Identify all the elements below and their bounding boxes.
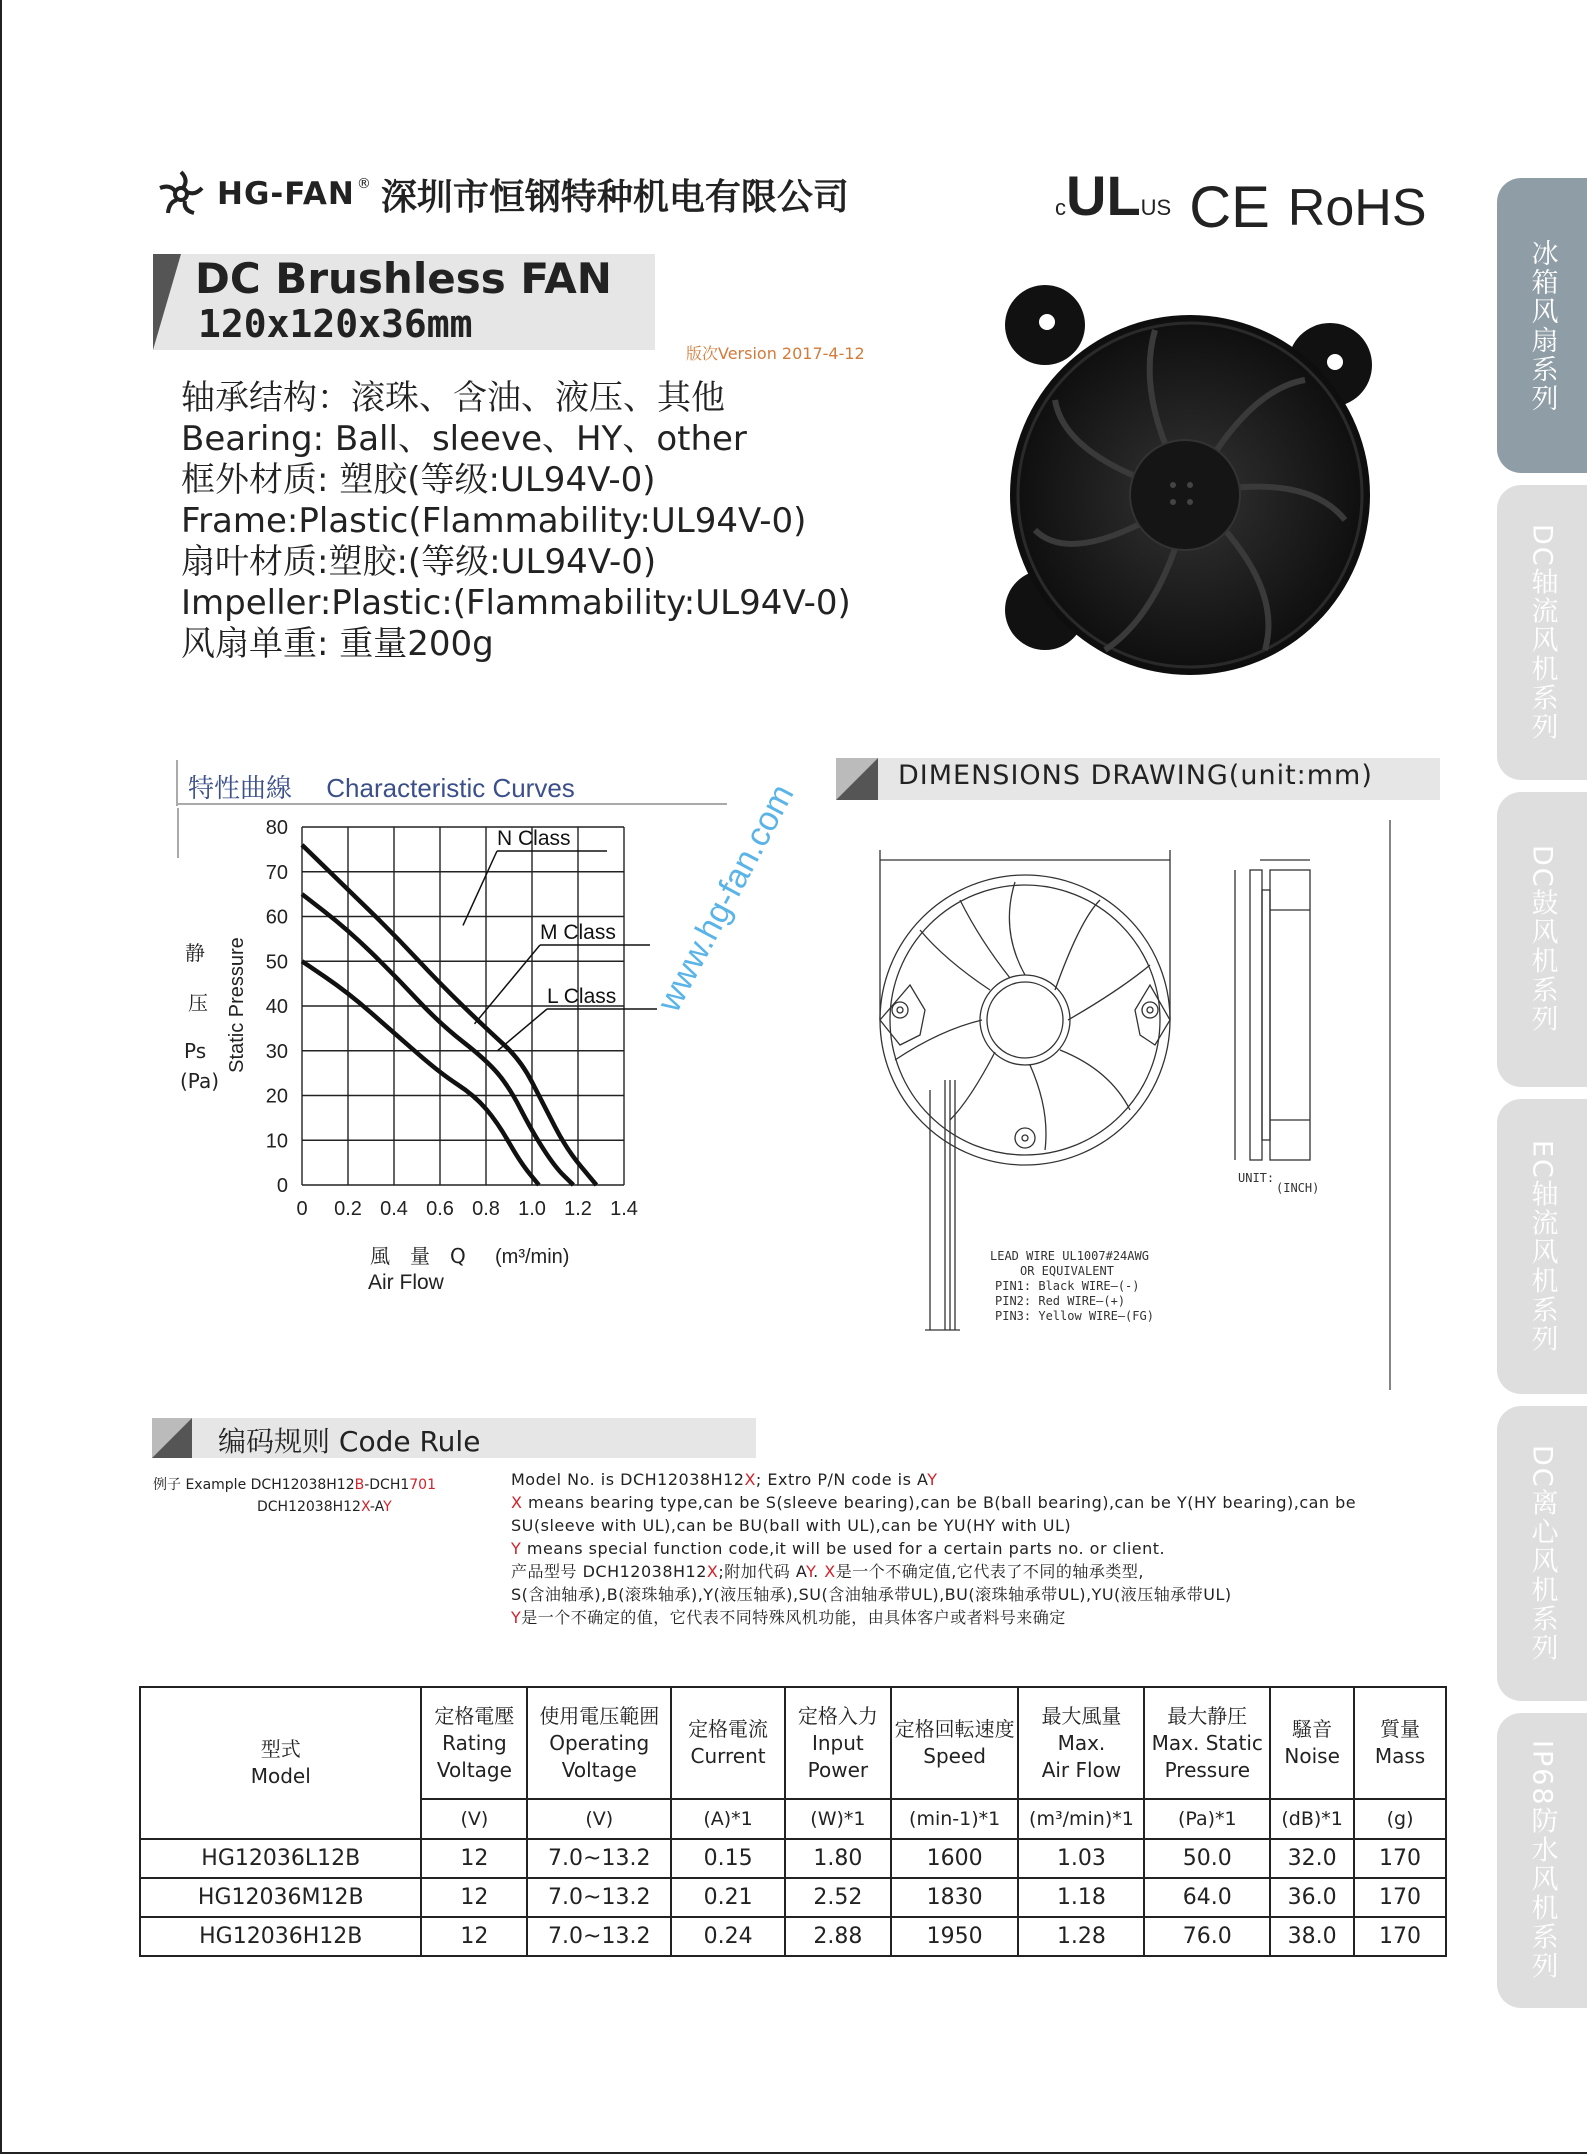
page-border-left — [0, 0, 2, 2154]
table-row — [140, 1917, 1446, 1956]
header-input-power: 定格入力 Input Power — [785, 1687, 891, 1799]
table-cell: HG12036M12B — [140, 1878, 421, 1917]
table-cell: 1.28 — [1018, 1917, 1144, 1956]
dimensions-drawing — [850, 820, 1390, 1390]
x-tick-label: 1.2 — [564, 1198, 592, 1220]
y-tick-label: 20 — [265, 1085, 288, 1108]
series-leader-m-class — [475, 945, 541, 1024]
table-cell: 1950 — [891, 1917, 1019, 1956]
version-label: 版次Version 2017-4-12 — [686, 344, 865, 363]
table-cell: 170 — [1354, 1878, 1446, 1917]
fan-product-photo — [985, 280, 1385, 700]
spec-bearing-en: Bearing: Ball、sleeve、HY、other — [181, 419, 747, 459]
lead-wire-line-3: PIN1: Black WIRE—(-) — [995, 1279, 1140, 1293]
product-title: DC Brushless FAN — [195, 254, 612, 303]
brand-name: HG-FAN — [217, 176, 355, 212]
unit-cell: (m³/min)*1 — [1018, 1799, 1144, 1839]
header-mass: 質量 Mass — [1354, 1687, 1446, 1799]
table-cell: 7.0~13.2 — [527, 1917, 671, 1956]
x-tick-label: 0.8 — [472, 1198, 500, 1220]
spec-table — [139, 1686, 1447, 1957]
rohs-cert-logo: RoHS — [1287, 179, 1427, 237]
spec-bearing-cn: 轴承结构：滚珠、含油、液压、其他 — [181, 378, 725, 418]
table-cell: 2.52 — [785, 1878, 891, 1917]
hg-fan-logo-icon — [155, 168, 207, 220]
dimensions-title: DIMENSIONS DRAWING(unit:mm) — [898, 760, 1373, 791]
y-axis-label-cn-0: 静 — [185, 941, 205, 965]
company-name: 深圳市恒钢特种机电有限公司 — [380, 176, 849, 218]
table-cell: 50.0 — [1144, 1839, 1270, 1878]
side-tab-dc-blower[interactable]: DC鼓风机系列 — [1497, 792, 1587, 1087]
lead-wire-line-4: PIN2: Red WIRE—(+) — [995, 1294, 1126, 1308]
unit-cell: (V) — [421, 1799, 527, 1839]
series-line-n-class — [302, 845, 596, 1185]
table-cell: 1.03 — [1018, 1839, 1144, 1878]
y-axis-label-cn-3: (Pa) — [180, 1069, 220, 1093]
table-cell: 0.24 — [671, 1917, 785, 1956]
y-tick-label: 0 — [276, 1175, 288, 1197]
x-tick-label: 0.4 — [380, 1198, 408, 1220]
table-cell: 76.0 — [1144, 1917, 1270, 1956]
ul-cert-logo: cULUS — [1055, 164, 1172, 227]
table-cell: 64.0 — [1144, 1878, 1270, 1917]
unit-cell: (dB)*1 — [1270, 1799, 1354, 1839]
lead-wire-line-5: PIN3: Yellow WIRE—(FG) — [995, 1309, 1154, 1323]
lead-wire-line-2: OR EQUIVALENT — [1020, 1264, 1114, 1278]
x-tick-label: 0.2 — [334, 1198, 362, 1220]
curves-title — [188, 768, 575, 805]
table-cell: 1830 — [891, 1878, 1019, 1917]
code-example: 例子 Example DCH12038H12B-DCH1701 DCH12038H12X-AY — [153, 1477, 436, 1515]
table-cell: 1.18 — [1018, 1878, 1144, 1917]
table-cell: 32.0 — [1270, 1839, 1354, 1878]
unit-cell: (A)*1 — [671, 1799, 785, 1839]
table-cell: 36.0 — [1270, 1878, 1354, 1917]
header-air-flow: 最大風量 Max. Air Flow — [1018, 1687, 1144, 1799]
header-model: 型式 Model — [140, 1687, 421, 1839]
table-cell: 12 — [421, 1878, 527, 1917]
x-tick-label: 1.0 — [518, 1198, 546, 1220]
table-cell: 7.0~13.2 — [527, 1839, 671, 1878]
table-header-row — [140, 1687, 1446, 1799]
side-tab-ip68[interactable]: IP68防水风机系列 — [1497, 1713, 1587, 2008]
y-tick-label: 60 — [265, 906, 288, 929]
spec-frame-cn: 框外材质: 塑胶(等级:UL94V-0) — [181, 460, 656, 500]
series-label-n-class: N Class — [497, 827, 571, 850]
unit-cell: (Pa)*1 — [1144, 1799, 1270, 1839]
spec-weight: 风扇单重: 重量200g — [181, 624, 494, 664]
series-line-l-class — [302, 961, 539, 1185]
curves-title-en: Characteristic Curves — [326, 773, 575, 803]
side-tab-ec-axial[interactable]: EC轴流风机系列 — [1497, 1099, 1587, 1394]
table-cell: 1600 — [891, 1839, 1019, 1878]
table-cell: 12 — [421, 1917, 527, 1956]
y-tick-label: 50 — [265, 951, 288, 974]
lead-wire-line-1: LEAD WIRE UL1007#24AWG — [990, 1249, 1149, 1263]
unit-cell: (W)*1 — [785, 1799, 891, 1839]
side-tab-dc-axial[interactable]: DC轴流风机系列 — [1497, 485, 1587, 780]
spec-impeller-en: Impeller:Plastic:(Flammability:UL94V-0) — [181, 583, 851, 623]
header-current: 定格電流 Current — [671, 1687, 785, 1799]
ce-cert-logo: CE — [1189, 175, 1270, 240]
table-cell: 1.80 — [785, 1839, 891, 1878]
series-leader-n-class — [463, 851, 497, 925]
characteristic-curve-chart — [150, 815, 710, 1294]
y-axis-label-en: Static Pressure — [226, 937, 248, 1073]
brand-header — [155, 168, 849, 220]
table-cell: 0.21 — [671, 1878, 785, 1917]
code-rule-title: 编码规则 Code Rule — [218, 1425, 481, 1458]
series-leader-l-class — [498, 1009, 548, 1051]
spec-frame-en: Frame:Plastic(Flammability:UL94V-0) — [181, 501, 807, 541]
y-axis-label-cn-1: 压 — [188, 991, 208, 1015]
code-rule-description: Model No. is DCH12038H12X; Extro P/N code is AY X means bearing type,can be S(sleeve bearing),can be B(ball bearing),can be Y(HY bearing),can be SU(sleeve with UL),can be BU(ball with UL),can be YU(HY with UL) Y means special function code,it will be used for a certain parts no. or client. 产品型号 DCH12038H12X;附加代码 AY. X是一个不确定值,它代表了不同的轴承类型, S(含油轴承),B(滚珠轴承),Y(液压轴承),SU(含油轴承带UL),BU(滚珠轴承带UL),YU(液压轴承带UL) Y是一个不确定的值，它代表不同特殊风机功能，由具体客户或者料号来确定 — [511, 1470, 1357, 1627]
x-axis-label-unit: (m³/min) — [495, 1246, 570, 1268]
x-axis-label-en: Air Flow — [368, 1271, 444, 1294]
table-cell: 170 — [1354, 1917, 1446, 1956]
header-noise: 騷音 Noise — [1270, 1687, 1354, 1799]
y-tick-label: 80 — [265, 817, 288, 839]
table-cell: 7.0~13.2 — [527, 1878, 671, 1917]
side-tab-dc-centrifugal[interactable]: DC离心风机系列 — [1497, 1406, 1587, 1701]
table-cell: 2.88 — [785, 1917, 891, 1956]
x-axis-label-cn: 風 量 Q — [370, 1244, 466, 1268]
table-cell: 170 — [1354, 1839, 1446, 1878]
side-tab-refrigerator-fan[interactable]: 冰箱风扇系列 — [1497, 178, 1587, 473]
y-tick-label: 30 — [265, 1040, 288, 1063]
table-cell: 0.15 — [671, 1839, 785, 1878]
spec-impeller-cn: 扇叶材质:塑胶:(等级:UL94V-0) — [181, 542, 657, 582]
unit-label: UNIT: — [1238, 1171, 1275, 1185]
x-tick-label: 0.6 — [426, 1198, 454, 1220]
unit-cell: (V) — [527, 1799, 671, 1839]
y-tick-label: 70 — [265, 861, 288, 884]
series-label-m-class: M Class — [540, 921, 616, 944]
unit-cell: (g) — [1354, 1799, 1446, 1839]
header-speed: 定格回転速度 Speed — [891, 1687, 1019, 1799]
series-label-l-class: L Class — [547, 985, 617, 1008]
x-tick-label: 0 — [296, 1198, 308, 1220]
y-tick-label: 40 — [265, 996, 288, 1018]
header-operating-voltage: 使用電压範囲 Operating Voltage — [527, 1687, 671, 1799]
table-cell: HG12036H12B — [140, 1917, 421, 1956]
table-cell: HG12036L12B — [140, 1839, 421, 1878]
certification-logos — [1055, 164, 1427, 240]
x-tick-label: 1.4 — [610, 1198, 638, 1220]
table-row — [140, 1839, 1446, 1878]
table-cell: 38.0 — [1270, 1917, 1354, 1956]
header-static-pressure: 最大静圧 Max. Static Pressure — [1144, 1687, 1270, 1799]
curves-title-cn: 特性曲線 — [188, 774, 293, 804]
product-size: 120x120x36mm — [198, 302, 473, 346]
table-cell: 12 — [421, 1839, 527, 1878]
spec-list — [181, 378, 851, 665]
unit-cell: (min-1)*1 — [891, 1799, 1019, 1839]
website-watermark: www.hg-fan.com — [650, 778, 802, 1018]
header-rating-voltage: 定格電壓 Rating Voltage — [421, 1687, 527, 1799]
registered-mark: ® — [356, 176, 371, 192]
table-row — [140, 1878, 1446, 1917]
y-tick-label: 10 — [265, 1130, 288, 1153]
unit-value: (INCH) — [1276, 1181, 1320, 1195]
y-axis-label-cn-2: Ps — [184, 1039, 207, 1063]
